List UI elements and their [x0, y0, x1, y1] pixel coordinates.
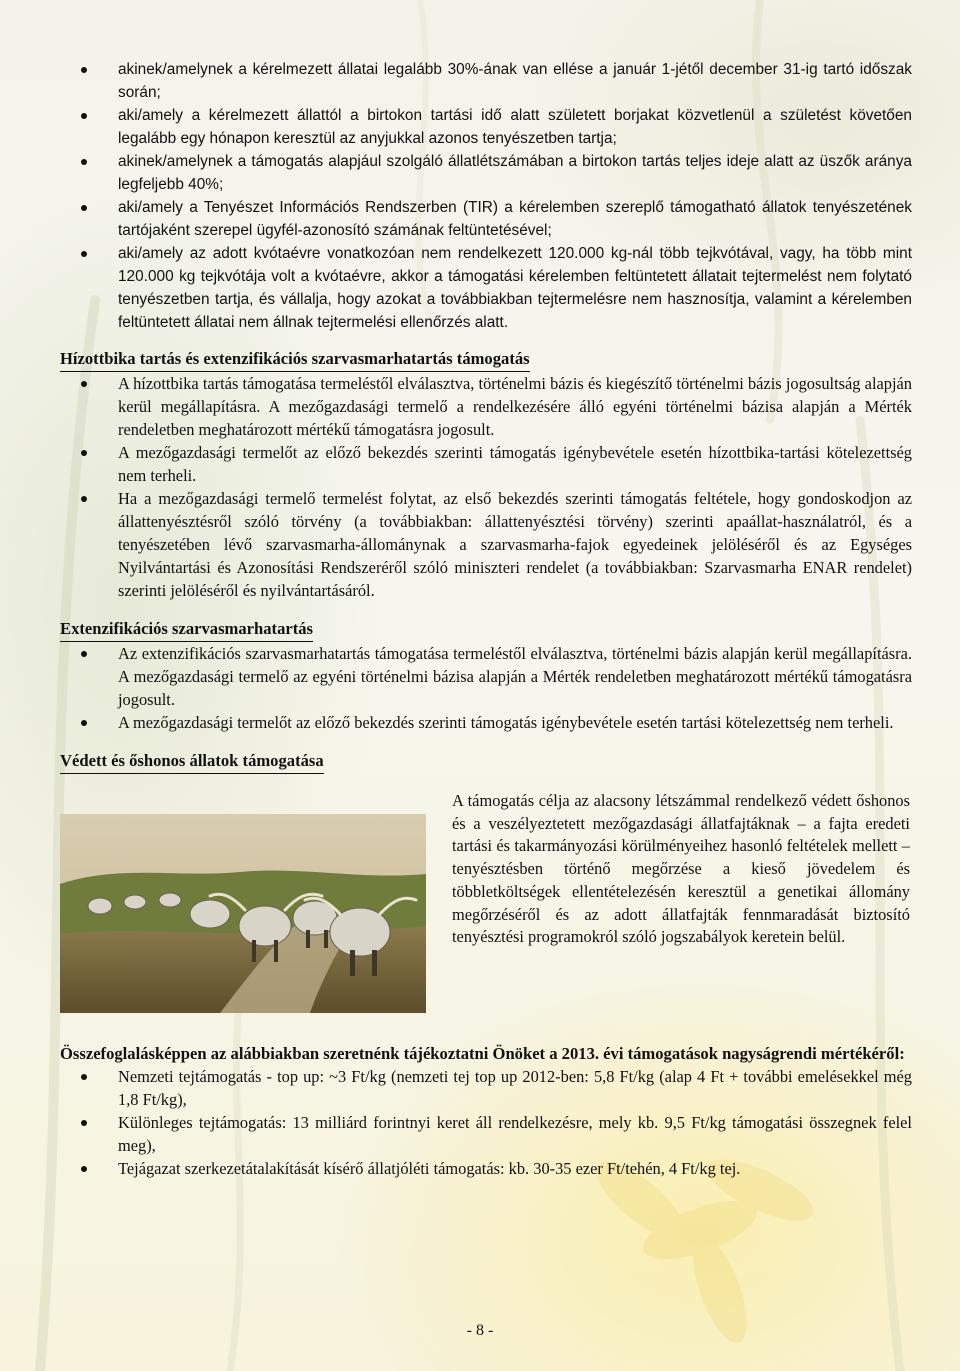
list-item: aki/amely az adott kvótaévre vonatkozóan nem rendelkezett 120.000 kg-nál több tejkvótával, vagy, ha több mint 120.000 kg tejkvótája volt a kvótaévre, akkor a támogatási kérelemben feltüntetett állatait tejtermelést nem folytató tenyészetben tartja, és vállalja, hogy azokat a továbbiakban tejtermelésre nem hasznosítja, valamint a kérelemben feltüntetett állatai nem állnak tejtermelési ellenőrzés alatt. [60, 242, 912, 334]
list-item: aki/amely a Tenyészet Információs Rendszerben (TIR) a kérelemben szereplő támogatható állatok tenyészetének tartójaként szerepel ügyfél-azonosító számának feltüntetésével; [60, 196, 912, 242]
section-paragraph: A támogatás célja az alacsony létszámmal rendelkező védett őshonos és a veszélyeztetett mezőgazdasági állatfajtáknak – a fajta eredeti tartási és takarmányozási körülményeihez hasonló feltételek mellett – tenyésztésben történő megőrzése a kieső jövedelem és többletköltségek ellentételezésén keresztül a genetikai állomány megőrzéséről és az adott állatfajták fennmaradását biztosító tenyésztési programokról szóló jogszabályok keretein belül. [452, 791, 910, 947]
list-item: Az extenzifikációs szarvasmarhatartás támogatása termeléstől elválasztva, történelmi bázis alapján kerül megállapításra. A mezőgazdasági termelő az egyéni történelmi bázisa alapján a Mérték rendeletben meghatározott mértékű támogatásra jogosult. [60, 642, 912, 711]
section-heading: Hízottbika tartás és extenzifikációs szarvasmarhatartás támogatás [60, 348, 530, 372]
summary-heading: Összefoglalásképpen az alábbiakban szeretnénk tájékoztatni Önöket a 2013. évi támogatások nagyságrendi mértékéről: [60, 1044, 905, 1063]
section-heading: Védett és őshonos állatok támogatása [60, 750, 324, 774]
eligibility-list [60, 58, 912, 334]
list-item: aki/amely a kérelmezett állattól a birtokon tartási idő alatt született borjakat közvetlenül a születést követően legalább egy hónapon keresztül az anyjukkal azonos tenyészetben tartja; [60, 104, 912, 150]
list-item: Ha a mezőgazdasági termelő termelést folytat, az első bekezdés szerinti támogatás feltétele, hogy gondoskodjon az állattenyésztésről szóló törvény (a továbbiakban: állattenyésztési törvény) szerinti apaállat-használatról, és a tenyészetében lévő szarvasmarha-állománynak a szarvasmarha-fajok egyedeinek jelöléséről és az Egységes Nyilvántartási és Azonosítási Rendszeréről szóló miniszteri rendelet (a továbbiakban: Szarvasmarha ENAR rendelet) szerinti jelöléséről és nyilvántartásáról. [60, 487, 912, 602]
section-list [60, 372, 912, 602]
document-content [60, 58, 912, 1180]
list-item: Nemzeti tejtámogatás - top up: ~3 Ft/kg (nemzeti tej top up 2012-ben: 5,8 Ft/kg (alap 4 Ft + további emelésekkel még 1,8 Ft/kg), [60, 1065, 912, 1111]
list-item: A hízottbika tartás támogatása termeléstől elválasztva, történelmi bázis és kiegészítő történelmi bázis jogosultság alapján kerül megállapításra. A mezőgazdasági termelő a rendelkezésére álló egyéni történelmi bázisa alapján a Mérték rendeletben meghatározott mértékű támogatásra jogosult. [60, 372, 912, 441]
list-item: akinek/amelynek a kérelmezett állatai legalább 30%-ának van ellése a január 1-jétől december 31-ig tartó időszak során; [60, 58, 912, 104]
section-heading: Extenzifikációs szarvasmarhatartás [60, 618, 313, 642]
section-list [60, 642, 912, 734]
list-item: akinek/amelynek a támogatás alapjául szolgáló állatlétszámában a birtokon tartás teljes ideje alatt az üszők aránya legfeljebb 40%; [60, 150, 912, 196]
cattle-photo [60, 814, 426, 1013]
page-number: - 8 - [466, 1322, 494, 1339]
list-item: Különleges tejtámogatás: 13 milliárd forintnyi keret áll rendelkezésre, mely kb. 9,5 Ft/kg támogatási összegnek felel meg), [60, 1111, 912, 1157]
summary-list [60, 1065, 912, 1180]
list-item: Tejágazat szerkezetátalakítását kísérő állatjóléti támogatás: kb. 30-35 ezer Ft/tehén, 4 Ft/kg tej. [60, 1157, 912, 1180]
list-item: A mezőgazdasági termelőt az előző bekezdés szerinti támogatás igénybevétele esetén hízottbika-tartási kötelezettség nem terheli. [60, 441, 912, 487]
list-item: A mezőgazdasági termelőt az előző bekezdés szerinti támogatás igénybevétele esetén tartási kötelezettség nem terheli. [60, 711, 912, 734]
